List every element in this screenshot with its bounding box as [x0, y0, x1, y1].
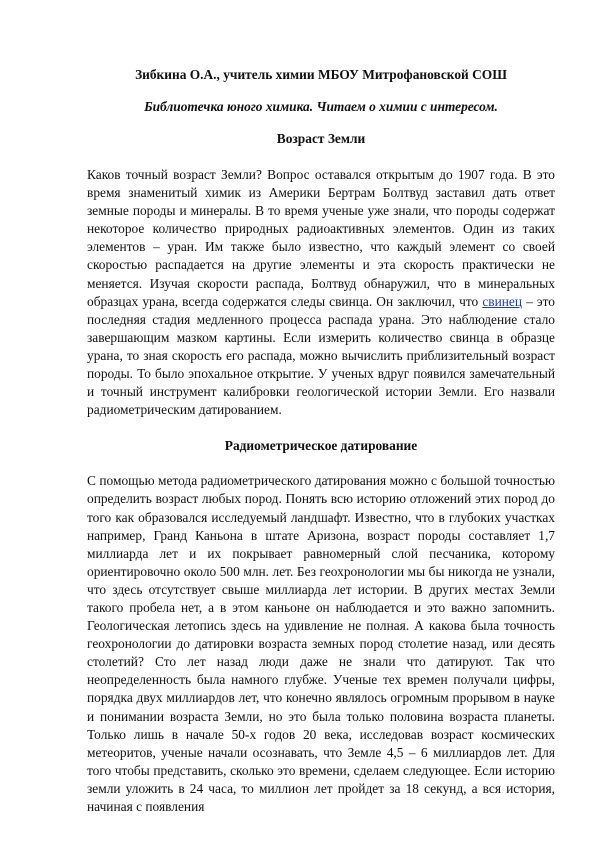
article-title: Возраст Земли [276, 131, 366, 146]
author-line: Зибкина О.А., учитель химии МБОУ Митрофановской СОШ [135, 67, 507, 82]
paragraph-intro-text-end: – это последняя стадия медленного процесса распада урана. Это наблюдение стало завершающим мазком картины. Если измерить количество свинца в образце урана, то зная скорость его распада, можно вычислить приблизительный возраст породы. То было эпохальное открытие. У ученых вдруг появился замечательный и точный инструмент калибровки геологической истории Земли. Его назвали радиометрическим датированием. [87, 293, 555, 418]
paragraph-intro [87, 166, 555, 419]
lead-link[interactable]: свинец [482, 293, 523, 309]
series-title: Библиотечка юного химика. Читаем о химии с интересом. [144, 99, 498, 114]
paragraph-radiometric: С помощью метода радиометрического датирования можно с большой точностью определить возраст любых пород. Понять всю историю отложений этих пород до того как образовался исследуемый ландшафт. Известно, что в глубоких участках например, Гранд Каньона в штате Аризона, возраст породы составляет 1,7 миллиарда лет и их покрывает равномерный слой песчаника, которому ориентировочно около 500 млн. лет. Без геохронологии мы бы никогда не узнали, что здесь отсутствует свыше миллиарда лет истории. В других местах Земли такого пробела нет, а в этом каньоне он наблюдается и это важно запомнить. Геологическая летопись здесь на удивление не полная. А какова была точность геохронологии до датировки возраста земных пород столетие назад, или десять столетий? Сто лет назад люди даже не знали что датируют. Так что неопределенность была намного глубже. Ученые тех времен получали цифры, порядка двух миллиардов лет, что конечно являлось огромным прорывом в науке и понимании возраста Земли, но это была только половина возраста планеты. Только лишь в начале 50-х годов 20 века, исследовав возраст космических метеоритов, ученые начали осознавать, что Земле 4,5 – 6 миллиардов лет. Для того чтобы представить, сколько это времени, сделаем следующее. Если историю земли уложить в 24 часа, то миллион лет пройдет за 18 секунд, а вся история, начиная с появления [87, 473, 555, 814]
paragraph-intro-text-start: Каков точный возраст Земли? Вопрос оставался открытым до 1907 года. В это время знаменитый химик из Америки Бертрам Болтвуд заставил дать ответ земные породы и минералы. В то время ученые уже знали, что породы содержат некоторое количество природных радиоактивных элементов. Один из таких элементов – уран. Им также было известно, что каждый элемент со своей скоростью распадается на другие элементы и эта скорость практически не меняется. Изучая скорости распада, Болтвуд обнаружил, что в минеральных образцах урана, всегда содержатся следы свинца. Он заключил, что [87, 167, 555, 309]
document-page [87, 66, 555, 816]
section-title-radiometric: Радиометрическое датирование [224, 438, 418, 454]
